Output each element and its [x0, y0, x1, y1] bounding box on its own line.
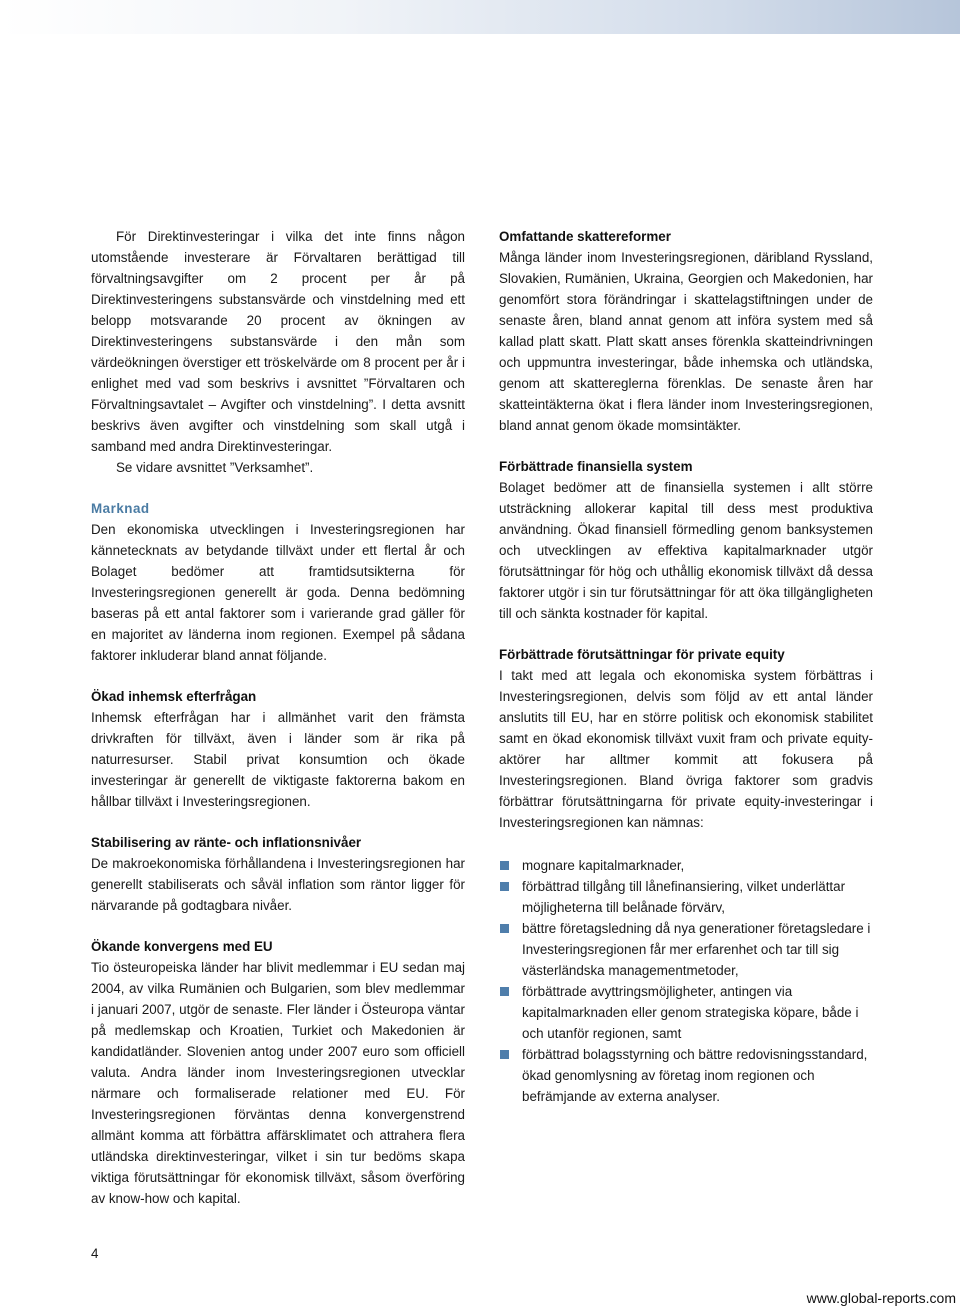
- private-equity-paragraph: I takt med att legala och ekonomiska system förbättras i Investeringsregionen, delvis som följd av ett antal länder anslutits till EU, har en större politisk och ekonomisk stabilitet samt en ökad ekonomisk tillväxt vuxit fram och private equity-aktörer har alltmer kommit att fokusera på Investeringsregionen. Bland övriga faktorer som gradvis förbättrar förutsättningarna för private equity-investeringar i Investeringsregionen kan nämnas:: [499, 668, 873, 830]
- intro-paragraph: För Direktinvesteringar i vilka det inte finns någon utomstående investerare är Förvaltaren berättigad till förvaltningsavgifter om 2 procent per år på Direktinvesteringens substansvärde och vinstdelning med ett belopp motsvarande 20 procent av ökningen av Direktinvesteringens substansvärde i den mån som värdeökningen överstiger ett tröskelvärde om 8 procent per år i enlighet med vad som beskrivs i avsnittet ”Förvaltaren och Förvaltningsavtalet – Avgifter och vinstdelning”. I detta avsnitt beskrivs även avgifter och vinstdelning som skall utgå i samband med andra Direktinvesteringar.: [91, 229, 465, 454]
- section-heading-marknad: Marknad: [91, 501, 150, 516]
- list-item: mognare kapitalmarknader,: [499, 855, 873, 876]
- left-column: [91, 226, 465, 1209]
- square-bullet-icon: [500, 882, 509, 891]
- page-number: 4: [91, 1246, 99, 1261]
- subheading-stabilisering: Stabilisering av ränte- och inflationsnivåer: [91, 835, 362, 850]
- list-item: förbättrade avyttringsmöjligheter, antingen via kapitalmarknaden eller genom strategiska köpare, både i och utanför regionen, samt: [499, 981, 873, 1044]
- subheading-inhemsk-efterfragan: Ökad inhemsk efterfrågan: [91, 689, 257, 704]
- finansiella-system-paragraph: Bolaget bedömer att de finansiella systemen i allt större utsträckning allokerar kapital till dess mest produktiva användning. Ökad finansiell förmedling genom banksystemen och utvecklingen av effektiva kapitalmarknader utgör förutsättningar för hög och uthållig ekonomisk tillväxt då dessa faktorer utgör i sin tur förutsättningar för att öka tillgängligheten till och sänkta kostnader för kapital.: [499, 480, 873, 621]
- subheading-skattereformer: Omfattande skattereformer: [499, 229, 671, 244]
- top-gradient-bar: [0, 0, 960, 34]
- skattereformer-paragraph: Många länder inom Investeringsregionen, däribland Ryssland, Slovakien, Rumänien, Ukraina, Georgien och Makedonien, har genomfört stora förändringar i skattelagstiftningen under de senaste åren, bland annat genom att införa system med så kallad platt skatt. Platt skatt anses förenkla skatteindrivningen och uppmuntra investeringar, både inhemska och utländska, genom att skattereglerna förenklas. De senaste åren har skatteintäkterna ökat i flera länder inom Investeringsregionen, bland annat genom ökade momsintäkter.: [499, 250, 873, 433]
- square-bullet-icon: [500, 1050, 509, 1059]
- konvergens-eu-paragraph: Tio östeuropeiska länder har blivit medlemmar i EU sedan maj 2004, av vilka Rumänien och Bulgarien, som blev medlemmar i januari 2007, utgör de senaste. Fler länder i Östeuropa väntar på medlemskap och Kroatien, Turkiet och Makedonien är kandidatländer. Slovenien antog under 2007 euro som officiell valuta. Andra länder inom Investeringsregionen utvecklar närmare och formaliserade relationer med EU. För Investeringsregionen förväntas denna konvergenstrend allmänt komma att förbättra affärsklimatet och attrahera flera utländska direktinvesteringar, vilket i sin tur bedöms skapa viktiga förutsättningar för ekonomisk tillväxt, såsom överföring av know-how och kapital.: [91, 960, 465, 1206]
- square-bullet-icon: [500, 987, 509, 996]
- stabilisering-paragraph: De makroekonomiska förhållandena i Investeringsregionen har generellt stabiliserats och såväl inflation som räntor ligger för närvarande på godtagbara nivåer.: [91, 856, 465, 913]
- square-bullet-icon: [500, 861, 509, 870]
- inhemsk-efterfragan-paragraph: Inhemsk efterfrågan har i allmänhet varit den främsta drivkraften för tillväxt, även i länder som är rika på naturresurser. Stabil privat konsumtion och ökade investeringar är generellt de viktigaste faktorerna bakom en hållbar tillväxt i Investeringsregionen.: [91, 710, 465, 809]
- see-also-note: Se vidare avsnittet ”Verksamhet”.: [116, 460, 314, 475]
- factor-list: [499, 855, 873, 1107]
- footer-url-link[interactable]: www.global-reports.com: [806, 1290, 956, 1306]
- subheading-finansiella-system: Förbättrade finansiella system: [499, 459, 693, 474]
- marknad-paragraph: Den ekonomiska utvecklingen i Investeringsregionen har kännetecknats av betydande tillväxt under ett flertal år och Bolaget bedömer att framtidsutsikterna för Investeringsregionen generellt är goda. Denna bedömning baseras på ett antal faktorer som i varierande grad gäller för en majoritet av länderna inom regionen. Exempel på sådana faktorer inkluderar bland annat följande.: [91, 522, 465, 663]
- list-item: bättre företagsledning då nya generationer företagsledare i Investeringsregionen får mer erfarenhet och tar till sig västerländska managementmetoder,: [499, 918, 873, 981]
- subheading-private-equity: Förbättrade förutsättningar för private equity: [499, 647, 785, 662]
- subheading-konvergens-eu: Ökande konvergens med EU: [91, 939, 273, 954]
- square-bullet-icon: [500, 924, 509, 933]
- list-item: förbättrad bolagsstyrning och bättre redovisningsstandard, ökad genomlysning av företag inom regionen och befrämjande av externa analyser.: [499, 1044, 873, 1107]
- list-item: förbättrad tillgång till lånefinansiering, vilket underlättar möjligheterna till belånade förvärv,: [499, 876, 873, 918]
- right-column: [499, 226, 873, 1107]
